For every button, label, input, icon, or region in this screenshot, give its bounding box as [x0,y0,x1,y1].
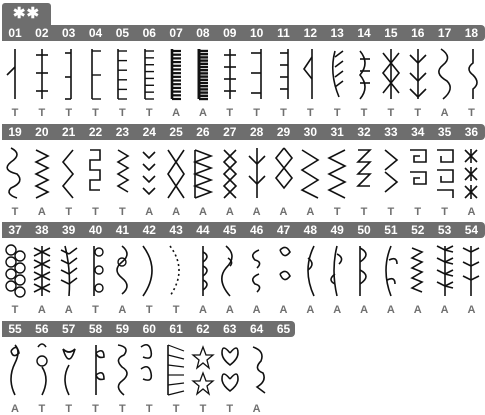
loop-chain-icon[interactable] [110,240,134,302]
foot-letter: T [11,107,19,119]
cross-lattice-icon[interactable] [30,240,54,302]
stitch-number: 11 [277,26,290,40]
pattern-group-tab[interactable]: ✱✱ [2,3,51,25]
stitch-number: 65 [276,322,291,336]
wave-crest-icon[interactable] [406,240,430,302]
foot-letter: T [145,304,153,316]
greek-key-icon[interactable] [406,142,430,204]
serpentine-icon[interactable] [433,43,457,105]
dotted-arc-icon[interactable] [164,240,188,302]
stitch-number: 12 [303,26,318,40]
stitch-number: 62 [196,322,210,336]
stitch-number: 20 [35,125,49,139]
stitch-number: 39 [62,223,76,237]
stitch-number: 61 [169,322,183,336]
foot-letter: A [252,403,261,415]
stitch-number: 29 [276,125,291,139]
foot-letter: T [145,107,153,119]
foot-letter: T [119,403,126,415]
stitch-number: 24 [142,125,156,139]
wave-edge-icon[interactable] [459,43,483,105]
leaf-spray-icon[interactable] [191,240,215,302]
stitch-number: 17 [437,26,452,40]
bud-chain-icon[interactable] [84,339,108,401]
foot-letter: A [198,107,207,119]
foot-letter: T [65,206,73,218]
foot-letter: T [38,403,46,415]
leaf-stem-icon[interactable] [3,339,27,401]
stitch-number: 48 [303,223,318,237]
stitch-number: 55 [8,322,22,336]
swirl-icon[interactable] [245,240,269,302]
stitch-number: 09 [223,26,237,40]
foot-letter: A [37,304,46,316]
satin-blind-dense-icon[interactable] [191,43,215,105]
stitch-number: 59 [115,322,130,336]
wave-loop-icon[interactable] [3,142,27,204]
arrow-chain-icon[interactable] [379,142,403,204]
foot-letter: T [119,206,126,218]
stitch-number: 08 [196,26,210,40]
foot-letter: T [92,107,99,119]
foot-letter: A [11,403,19,415]
sunburst-icon[interactable] [164,339,188,401]
stitch-number: 50 [357,223,371,237]
loop-scroll-icon[interactable] [110,339,134,401]
foot-letter: T [253,107,260,119]
scallop-chain-icon[interactable] [325,142,349,204]
stitch-number: 07 [169,26,183,40]
feather-curve-icon[interactable] [298,240,322,302]
foot-letter: A [37,206,46,218]
stitch-number: 43 [169,223,183,237]
blind-hem-dense-icon[interactable] [110,43,134,105]
foot-letter: T [38,107,46,119]
tulip-icon[interactable] [352,240,376,302]
foot-letter: A [440,304,449,316]
stitch-number: 63 [223,322,237,336]
chevron-icon[interactable] [137,142,161,204]
stitch-number: 60 [142,322,156,336]
stitch-number: 04 [88,26,103,40]
stitch-number: 15 [384,26,398,40]
foot-letter: T [333,206,341,218]
greek-step-icon[interactable] [110,142,134,204]
foot-letter: A [252,304,261,316]
heart-pair-icon[interactable] [218,339,242,401]
stitch-number: 45 [223,223,237,237]
foot-letter: A [360,304,369,316]
foot-letter: T [11,206,19,218]
stitch-number: 51 [384,223,398,237]
satin-blind-icon[interactable] [164,43,188,105]
stitch-number: 03 [62,26,76,40]
stitch-number: 28 [249,125,264,139]
wave-scroll-icon[interactable] [137,339,161,401]
foot-letter: A [198,304,207,316]
stitch-number: 64 [249,322,264,336]
flame-icon[interactable] [433,240,457,302]
stitch-number: 27 [223,125,237,139]
stitch-number: 37 [8,223,22,237]
snowflake-icon[interactable] [379,43,403,105]
diamond-zigzag-icon[interactable] [218,142,242,204]
blind-hem-icon[interactable] [84,43,108,105]
foot-letter: A [225,304,234,316]
foot-letter: T [92,304,99,316]
foot-letter: T [92,403,99,415]
foot-letter: T [306,107,314,119]
star-pair-icon[interactable] [191,339,215,401]
foot-letter: T [11,304,19,316]
step-zigzag-icon[interactable] [84,142,108,204]
step-wave-icon[interactable] [352,142,376,204]
scallop-curve-icon[interactable] [137,240,161,302]
foot-letter: A [198,206,207,218]
stitch-number: 26 [196,125,210,139]
foot-letter: T [172,304,180,316]
stitch-number: 42 [142,223,156,237]
edge-hem-icon[interactable] [272,43,296,105]
stitch-number: 41 [115,223,130,237]
stitch-number: 18 [464,26,479,40]
foot-letter: T [387,107,395,119]
foot-letter: A [145,206,154,218]
stitch-number: 19 [8,125,22,139]
stitch-number: 46 [249,223,264,237]
foot-letter: T [226,403,234,415]
stitch-number: 53 [437,223,452,237]
foot-letter: A [252,206,261,218]
stitch-number: 05 [115,26,130,40]
foot-letter: T [360,107,368,119]
foot-letter: T [414,107,422,119]
stitch-number: 23 [115,125,130,139]
foot-letter: T [360,206,368,218]
foot-letter: A [172,206,181,218]
zigzag-icon[interactable] [57,142,81,204]
pine-icon[interactable] [459,240,483,302]
foot-letter: T [199,403,207,415]
foot-letter: A [64,304,73,316]
stitch-number: 52 [411,223,425,237]
feather-edge-icon[interactable] [325,43,349,105]
foot-letter: T [65,107,73,119]
heart-drop-icon[interactable] [272,240,296,302]
foot-letter: A [279,206,288,218]
foot-letter: T [468,107,475,119]
stitch-number: 10 [249,26,264,40]
stitch-number: 40 [88,223,103,237]
foot-letter: A [333,304,342,316]
foot-letter: A [225,206,234,218]
stitch-number: 16 [411,26,425,40]
stitch-number: 14 [357,26,371,40]
foot-letter: T [226,107,234,119]
foot-letter: A [118,304,127,316]
foot-letter: T [92,206,99,218]
triangle-fill-icon[interactable] [191,142,215,204]
foot-letter: T [145,403,153,415]
diamond-chain-icon[interactable] [272,142,296,204]
foot-letter: T [172,403,180,415]
foot-letter: A [279,304,288,316]
stitch-number: 33 [384,125,398,139]
tulip-stem-icon[interactable] [57,339,81,401]
blind-hem-right-icon[interactable] [245,43,269,105]
honeycomb-icon[interactable] [3,240,27,302]
straight-center-icon[interactable] [30,43,54,105]
stitch-number: 21 [62,125,76,139]
vine-bud-icon[interactable] [379,240,403,302]
foot-letter: T [333,107,341,119]
stitch-number: 49 [330,223,344,237]
blind-triangle-icon[interactable] [298,43,322,105]
stitch-number: 56 [35,322,49,336]
foot-letter: A [306,206,315,218]
stitch-number: 22 [88,125,103,139]
fern-icon[interactable] [57,240,81,302]
leaf-vine-icon[interactable] [325,240,349,302]
stitch-number: 35 [437,125,452,139]
stitch-number: 30 [303,125,318,139]
stitch-number: 58 [88,322,103,336]
stitch-number: 47 [276,223,291,237]
dolphin-scroll-icon[interactable] [245,339,269,401]
foot-letter: A [467,206,476,218]
foot-letter: T [65,403,73,415]
foot-letter: A [467,304,476,316]
straight-left-icon[interactable] [3,43,27,105]
foot-letter: A [413,304,422,316]
foot-letter: T [119,107,126,119]
greek-key-double-icon[interactable] [433,142,457,204]
foot-letter: T [441,206,448,218]
double-zigzag-icon[interactable] [164,142,188,204]
loop-bud-icon[interactable] [84,240,108,302]
zigzag-bar-icon[interactable] [298,142,322,204]
triple-zigzag-icon[interactable] [30,142,54,204]
stitch-number: 57 [62,322,76,336]
blind-hem-double-icon[interactable] [137,43,161,105]
stitch-number: 38 [35,223,49,237]
flower-wave-icon[interactable] [218,240,242,302]
stitch-number: 36 [464,125,479,139]
foot-letter: T [387,206,395,218]
stitch-number: 31 [330,125,344,139]
stitch-number: 34 [411,125,425,139]
stitch-number: 54 [464,223,479,237]
flower-stem-icon[interactable] [30,339,54,401]
tree-edge-icon[interactable] [406,43,430,105]
cross-ladder-icon[interactable] [218,43,242,105]
foot-letter: A [386,304,395,316]
stitch-number: 06 [142,26,156,40]
stitch-number: 44 [196,223,210,237]
scallop-edge-icon[interactable] [352,43,376,105]
foot-letter: A [306,304,315,316]
foot-letter: A [172,107,181,119]
stitch-number: 25 [169,125,183,139]
foot-letter: T [280,107,287,119]
stitch-number: 02 [35,26,49,40]
foot-letter: A [440,107,449,119]
stitch-number: 32 [357,125,371,139]
leaf-chain-icon[interactable] [245,142,269,204]
foot-letter: T [414,206,422,218]
stitch-number: 01 [8,26,22,40]
stitch-number: 13 [330,26,344,40]
triple-straight-icon[interactable] [57,43,81,105]
star-chain-icon[interactable] [459,142,483,204]
